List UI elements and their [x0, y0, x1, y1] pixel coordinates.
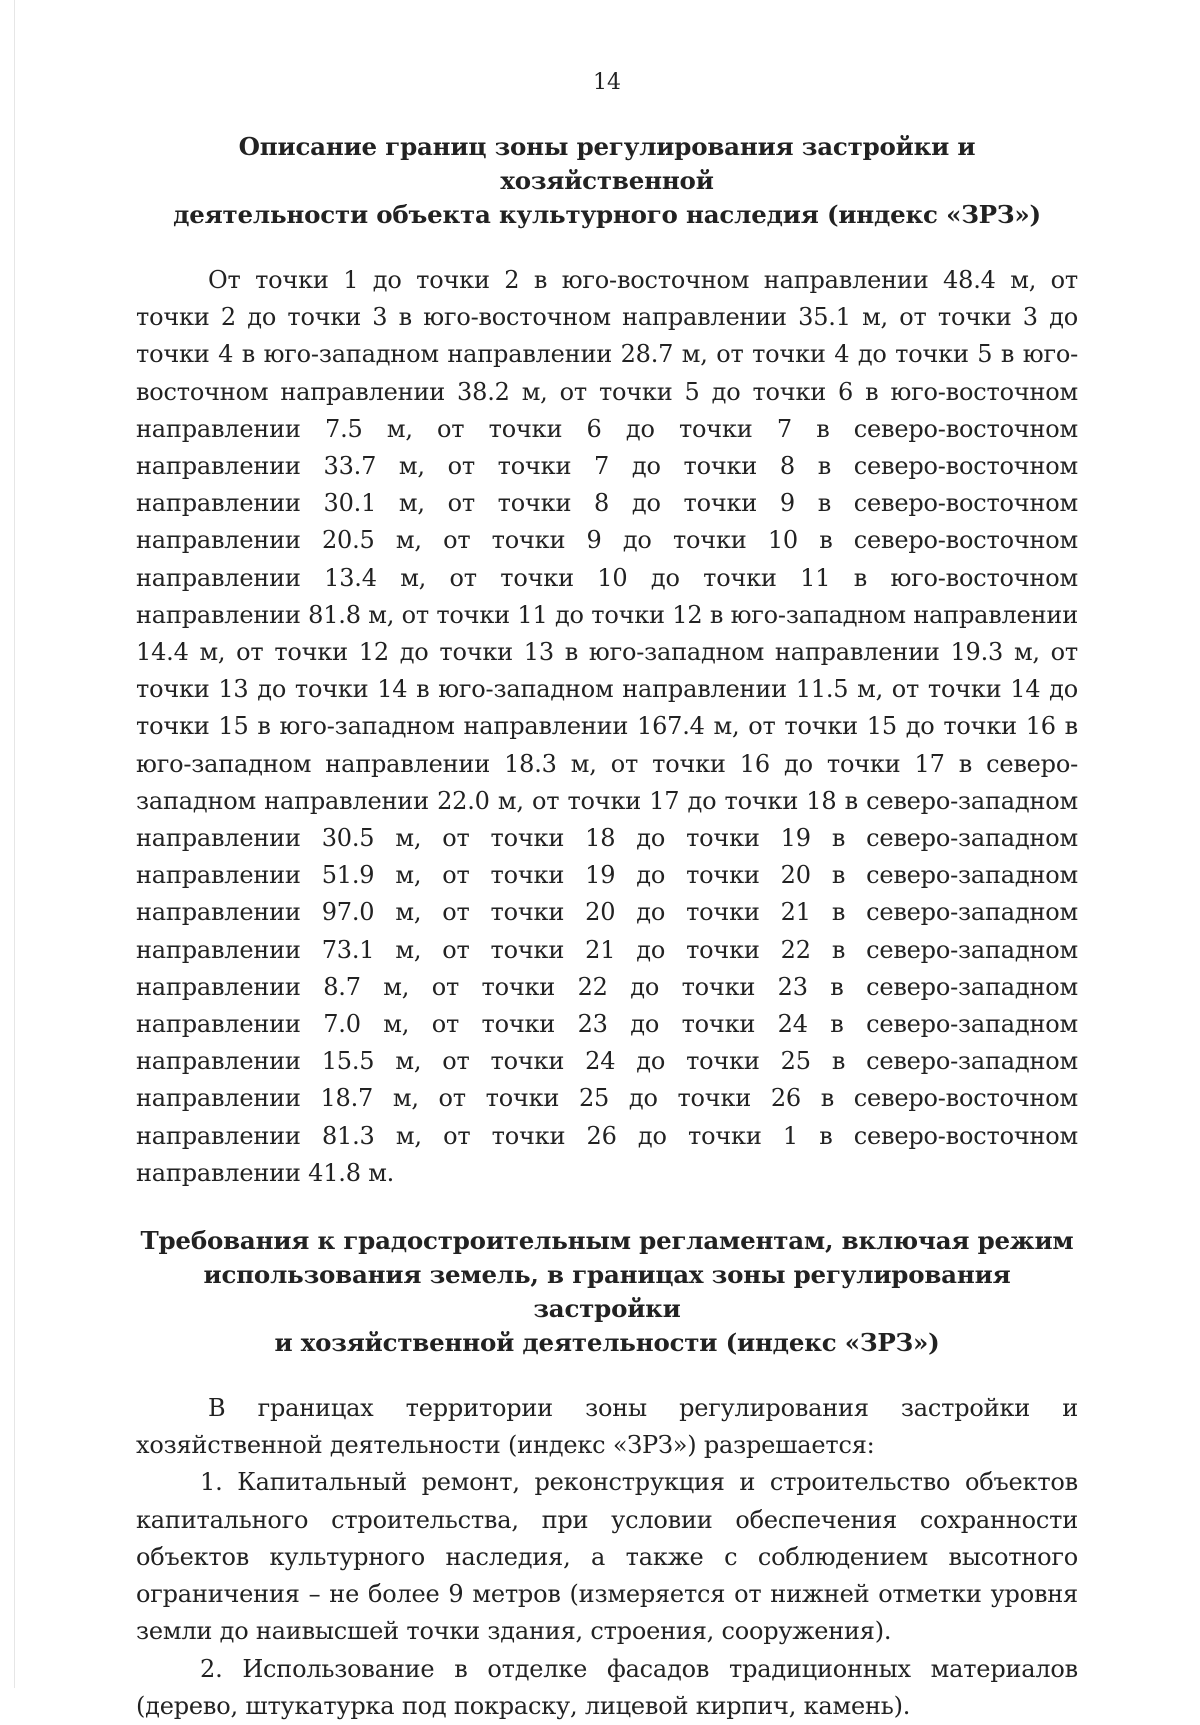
- page-number: 14: [593, 70, 621, 95]
- boundary-description-paragraph: От точки 1 до точки 2 в юго-восточном направлении 48.4 м, от точки 2 до точки 3 в юго-восточном направлении 35.1 м, от точки 3 до точки 4 в юго-западном направлении 28.7 м, от точки 4 до точки 5 в юго-восточном направлении 38.2 м, от точки 5 до точки 6 в юго-восточном направлении 7.5 м, от точки 6 до точки 7 в северо-восточном направлении 33.7 м, от точки 7 до точки 8 в северо-восточном направлении 30.1 м, от точки 8 до точки 9 в северо-восточном направлении 20.5 м, от точки 9 до точки 10 в северо-восточном направлении 13.4 м, от точки 10 до точки 11 в юго-восточном направлении 81.8 м, от точки 11 до точки 12 в юго-западном направлении 14.4 м, от точки 12 до точки 13 в юго-западном направлении 19.3 м, от точки 13 до точки 14 в юго-западном направлении 11.5 м, от точки 14 до точки 15 в юго-западном направлении 167.4 м, от точки 15 до точки 16 в юго-западном направлении 18.3 м, от точки 16 до точки 17 в северо-западном направлении 22.0 м, от точки 17 до точки 18 в северо-западном направлении 30.5 м, от точки 18 до точки 19 в северо-западном направлении 51.9 м, от точки 19 до точки 20 в северо-западном направлении 97.0 м, от точки 20 до точки 21 в северо-западном направлении 73.1 м, от точки 21 до точки 22 в северо-западном направлении 8.7 м, от точки 22 до точки 23 в северо-западном направлении 7.0 м, от точки 23 до точки 24 в северо-западном направлении 15.5 м, от точки 24 до точки 25 в северо-западном направлении 18.7 м, от точки 25 до точки 26 в северо-восточном направлении 81.3 м, от точки 26 до точки 1 в северо-восточном направлении 41.8 м.: [136, 266, 1078, 1187]
- requirement-item-2: 2. Использование в отделке фасадов традиционных материалов (дерево, штукатурка под покраску, лицевой кирпич, камень).: [136, 1654, 1078, 1720]
- section-heading-requirements: Требования к градостроительным регламентам, включая режим использования земель, в границах зоны регулирования застройки и хозяйственной деятельности (индекс «ЗРЗ»): [140, 1226, 1074, 1358]
- requirements-intro-paragraph: В границах территории зоны регулирования застройки и хозяйственной деятельности (индекс «ЗРЗ») разрешается:: [136, 1394, 1078, 1460]
- requirement-item-1: 1. Капитальный ремонт, реконструкция и строительство объектов капитального строительства, при условии обеспечения сохранности объектов культурного наследия, а также с соблюдением высотного ограничения – не более 9 метров (измеряется от нижней отметки уровня земли до наивысшей точки здания, строения, сооружения).: [136, 1468, 1078, 1646]
- section-gap: [136, 1192, 1078, 1224]
- section-heading-boundaries: Описание границ зоны регулирования застройки и хозяйственной деятельности объекта культурного наследия (индекс «ЗРЗ»): [173, 132, 1041, 229]
